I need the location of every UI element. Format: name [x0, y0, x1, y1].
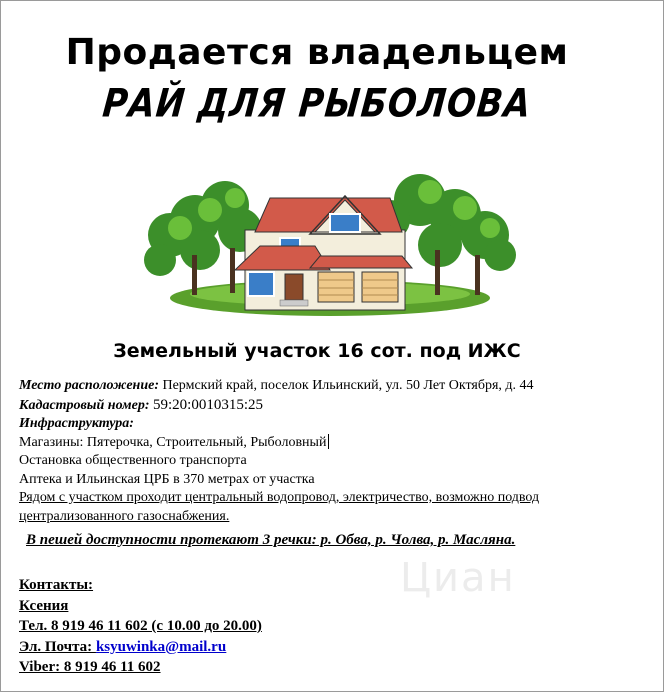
utilities-line: централизованного газоснабжения.: [19, 508, 230, 524]
contact-viber: Viber: 8 919 46 11 602: [19, 659, 161, 675]
contact-phone: Тел. 8 919 46 11 602 (с 10.00 до 20.00): [19, 618, 262, 634]
contacts-heading: Контакты:: [19, 577, 94, 593]
location-label: Место расположение:: [19, 378, 159, 393]
house-illustration-icon: [140, 160, 520, 318]
infrastructure-item: Аптека и Ильинская ЦРБ в 370 метрах от участка: [19, 471, 315, 487]
location-value: Пермский край, поселок Ильинский, ул. 50 Лет Октября, д. 44: [162, 378, 534, 393]
email-label: Эл. Почта:: [19, 638, 96, 655]
infrastructure-label: Инфраструктура:: [19, 416, 134, 431]
rivers-line: В пешей доступности протекают 3 речки: р. Обва, р. Чолва, р. Масляна.: [26, 532, 516, 548]
page-title: Продается владельцем: [65, 32, 569, 73]
infrastructure-item: Магазины: Пятерочка, Строительный, Рыболовный: [19, 434, 639, 453]
location-line: [19, 377, 639, 396]
cadastral-line: [19, 396, 639, 416]
email-link[interactable]: ksyuwinka@mail.ru: [95, 638, 227, 655]
cadastral-value: 59:20:0010315:25: [153, 396, 264, 413]
text-cursor: [328, 434, 329, 449]
infrastructure-item: Остановка общественного транспорта: [19, 453, 247, 468]
details-section: [19, 377, 639, 526]
contact-name: Ксения: [19, 597, 69, 614]
plot-heading: Земельный участок 16 сот. под ИЖС: [113, 340, 521, 362]
contacts-section: [19, 575, 262, 678]
contact-email-line: [19, 637, 262, 658]
watermark: Циан: [400, 555, 516, 601]
cadastral-label: Кадастровый номер:: [19, 397, 150, 413]
utilities-line: Рядом с участком проходит центральный водопровод, электричество, возможно подвод: [19, 490, 540, 505]
page-subtitle: РАЙ ДЛЯ РЫБОЛОВА: [100, 81, 534, 127]
